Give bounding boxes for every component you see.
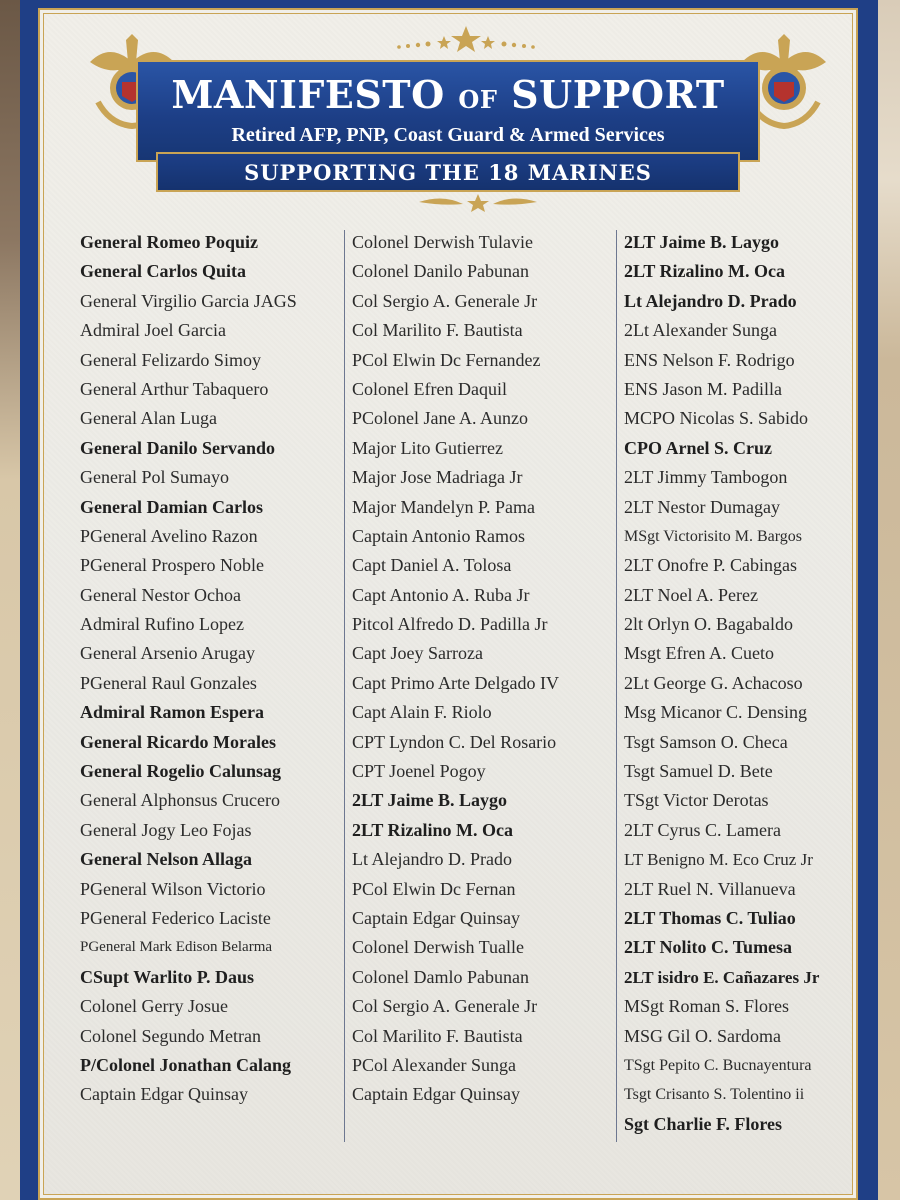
signatory-name: 2LT Rizalino M. Oca: [624, 261, 786, 282]
signatory-name: Lt Alejandro D. Prado: [624, 290, 797, 311]
signatory-name: TSgt Victor Derotas: [624, 790, 769, 811]
signatory-name: Capt Alain F. Riolo: [352, 702, 492, 723]
signatory-name: General Alan Luga: [80, 408, 217, 429]
names-column-2: [352, 228, 614, 1110]
poster-paper: [38, 8, 858, 1200]
signatory-name: P/Colonel Jonathan Calang: [80, 1054, 292, 1075]
signatory-name: CPT Joenel Pogoy: [352, 761, 486, 782]
signatory-name: CPO Arnel S. Cruz: [624, 437, 772, 458]
tagline: SUPPORTING THE 18 MARINES: [244, 159, 652, 185]
signatory-name: Admiral Ramon Espera: [80, 702, 264, 723]
signatory-name: Sgt Charlie F. Flores: [624, 1113, 782, 1134]
signatory-name: MSgt Roman S. Flores: [624, 996, 790, 1017]
signatory-name: Captain Antonio Ramos: [352, 525, 525, 546]
signatory-name: Msgt Efren A. Cueto: [624, 643, 774, 664]
signatory-name: Col Sergio A. Generale Jr: [352, 996, 538, 1017]
signatory-name: CSupt Warlito P. Daus: [80, 966, 255, 987]
names-column-3: [624, 228, 864, 1139]
signatory-name: PCol Elwin Dc Fernandez: [352, 349, 541, 370]
signatory-name: 2LT Thomas C. Tuliao: [624, 907, 796, 928]
signatory-name: Capt Daniel A. Tolosa: [352, 555, 512, 576]
stars-ornament: [386, 24, 546, 54]
signatory-name: Tsgt Samson O. Checa: [624, 731, 788, 752]
signatory-name: 2LT Rizalino M. Oca: [352, 819, 514, 840]
signatory-name: Tsgt Crisanto S. Tolentino ii: [624, 1086, 805, 1104]
signatory-name: Colonel Derwish Tulavie: [352, 232, 534, 252]
signatory-name: PGeneral Raul Gonzales: [80, 672, 257, 693]
background-right: [878, 0, 900, 1200]
signatory-name: 2LT Nestor Dumagay: [624, 496, 780, 517]
names-column-1: [80, 228, 342, 1110]
signatory-name: 2LT Noel A. Perez: [624, 584, 758, 605]
signatory-name: General Danilo Servando: [80, 437, 276, 458]
signatory-name: 2lt Orlyn O. Bagabaldo: [624, 614, 793, 635]
signatory-name: Colonel Efren Daquil: [352, 378, 507, 399]
signatory-name: Colonel Damlo Pabunan: [352, 966, 529, 987]
signatory-name: LT Benigno M. Eco Cruz Jr: [624, 850, 813, 870]
signatory-name: General Romeo Poquiz: [80, 232, 258, 252]
signatory-name: General Arsenio Arugay: [80, 643, 255, 664]
signatory-name: Captain Edgar Quinsay: [352, 907, 520, 928]
signatory-name: Capt Primo Arte Delgado IV: [352, 672, 559, 693]
signatory-name: Col Sergio A. Generale Jr: [352, 290, 538, 311]
signatory-name: General Jogy Leo Fojas: [80, 819, 252, 840]
signatory-name: Admiral Rufino Lopez: [80, 614, 244, 635]
signatory-name: General Nestor Ochoa: [80, 584, 241, 605]
signatory-name: Col Marilito F. Bautista: [352, 320, 523, 341]
signatory-name: 2Lt Alexander Sunga: [624, 320, 777, 341]
signatory-name: PGeneral Mark Edison Belarma: [80, 939, 273, 956]
signatory-name: General Pol Sumayo: [80, 467, 229, 488]
signatory-name: Captain Edgar Quinsay: [352, 1084, 520, 1105]
page-title: MANIFESTO OF SUPPORT: [171, 72, 725, 117]
signatory-name: 2LT Nolito C. Tumesa: [624, 937, 793, 958]
signatory-name: Col Marilito F. Bautista: [352, 1025, 523, 1046]
signatory-name: Admiral Joel Garcia: [80, 320, 226, 341]
signatory-name: Colonel Segundo Metran: [80, 1025, 261, 1046]
signatory-name: PGeneral Prospero Noble: [80, 555, 264, 576]
signatory-name: Lt Alejandro D. Prado: [352, 849, 512, 870]
signatory-name: 2Lt George G. Achacoso: [624, 672, 803, 693]
signatory-name: 2LT isidro E. Cañazares Jr: [624, 967, 820, 987]
signatory-name: Major Lito Gutierrez: [352, 437, 503, 458]
signatory-name: 2LT Cyrus C. Lamera: [624, 819, 781, 840]
signatory-name: MSG Gil O. Sardoma: [624, 1025, 781, 1046]
signatory-name: General Arthur Tabaquero: [80, 378, 269, 399]
signatory-name: General Carlos Quita: [80, 261, 246, 282]
laurel-ornament: [413, 192, 543, 214]
signatory-name: PCol Elwin Dc Fernan: [352, 878, 516, 899]
signatory-name: PColonel Jane A. Aunzo: [352, 408, 528, 429]
signatory-name: TSgt Pepito C. Bucnayentura: [624, 1056, 812, 1074]
signatory-name: 2LT Onofre P. Cabingas: [624, 555, 797, 576]
signatory-name: Pitcol Alfredo D. Padilla Jr: [352, 614, 548, 635]
column-divider: [616, 230, 617, 1142]
signatory-name: General Alphonsus Crucero: [80, 790, 280, 811]
signatory-name: Msg Micanor C. Densing: [624, 702, 807, 723]
signatory-name: Colonel Gerry Josue: [80, 996, 228, 1017]
signatory-name: Colonel Derwish Tualle: [352, 937, 525, 958]
column-divider: [344, 230, 345, 1142]
title-banner: [136, 60, 760, 162]
signatory-name: 2LT Ruel N. Villanueva: [624, 878, 796, 899]
signatory-name: 2LT Jimmy Tambogon: [624, 467, 788, 488]
signatory-name: CPT Lyndon C. Del Rosario: [352, 731, 557, 752]
signatory-name: General Ricardo Morales: [80, 731, 276, 752]
signatory-name: Capt Antonio A. Ruba Jr: [352, 584, 530, 605]
signatory-name: PCol Alexander Sunga: [352, 1054, 516, 1075]
signatory-name: General Rogelio Calunsag: [80, 761, 281, 782]
signatory-name: ENS Jason M. Padilla: [624, 378, 783, 399]
signatory-name: General Nelson Allaga: [80, 849, 252, 870]
signatory-name: PGeneral Wilson Victorio: [80, 878, 266, 899]
signatory-name: Major Jose Madriaga Jr: [352, 467, 523, 488]
tagline-banner: [156, 152, 740, 192]
signatory-name: 2LT Jaime B. Laygo: [624, 232, 780, 252]
signatory-name: Capt Joey Sarroza: [352, 643, 483, 664]
signatory-name: General Damian Carlos: [80, 496, 263, 517]
signatory-name: 2LT Jaime B. Laygo: [352, 790, 508, 811]
signatory-name: PGeneral Avelino Razon: [80, 525, 258, 546]
signatory-name: General Felizardo Simoy: [80, 349, 261, 370]
manifesto-poster: [20, 0, 878, 1200]
signatory-name: Tsgt Samuel D. Bete: [624, 761, 773, 782]
signatory-name: Captain Edgar Quinsay: [80, 1084, 248, 1105]
signatory-name: MSgt Victorisito M. Bargos: [624, 527, 803, 545]
signatory-name: Colonel Danilo Pabunan: [352, 261, 529, 282]
page-subtitle: Retired AFP, PNP, Coast Guard & Armed Services: [231, 124, 665, 146]
signatory-name: PGeneral Federico Laciste: [80, 907, 271, 928]
signatory-name: ENS Nelson F. Rodrigo: [624, 349, 795, 370]
signatory-name: General Virgilio Garcia JAGS: [80, 290, 297, 311]
signatory-name: MCPO Nicolas S. Sabido: [624, 408, 809, 429]
signatory-name: Major Mandelyn P. Pama: [352, 496, 535, 517]
